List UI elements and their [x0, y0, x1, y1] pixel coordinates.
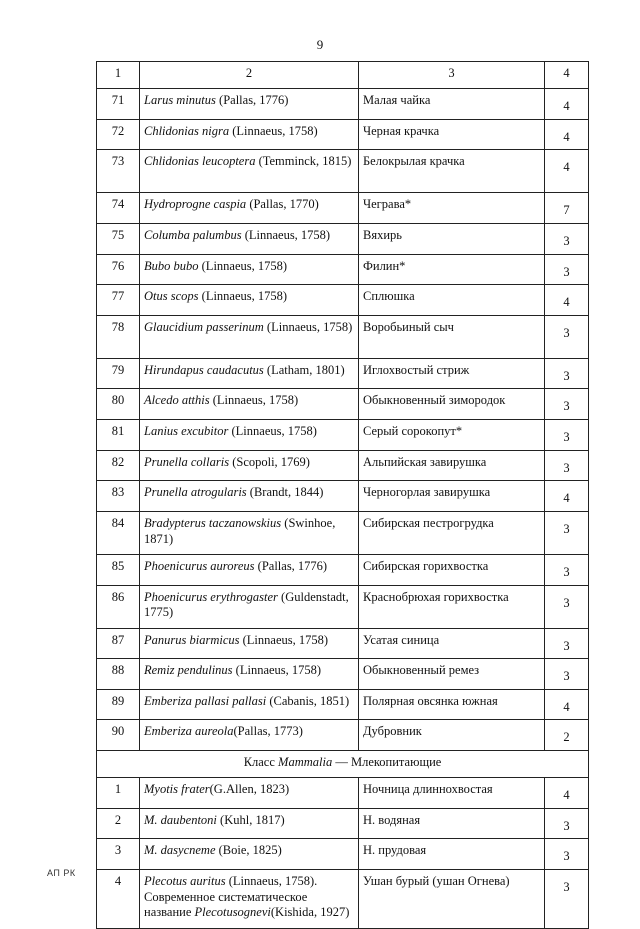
- species-latin-name: [140, 481, 359, 512]
- row-number: 80: [97, 389, 140, 420]
- category-value: 3: [563, 399, 570, 414]
- author-year-2: (Kishida, 1927): [270, 905, 350, 920]
- species-russian-name: Сплюшка: [359, 285, 545, 316]
- category-cell: [545, 554, 589, 585]
- latin-binomial-2: Plecotusognevi: [194, 905, 271, 920]
- latin-binomial: Glaucidium passerinum: [144, 319, 264, 334]
- category-value: 4: [563, 491, 570, 506]
- category-value: 7: [563, 203, 570, 218]
- header-col-2: 2: [140, 62, 359, 89]
- species-russian-name: Вяхирь: [359, 223, 545, 254]
- species-russian-name: Сибирская горихвостка: [359, 554, 545, 585]
- category-value: 4: [563, 129, 570, 144]
- category-value: 3: [563, 818, 570, 833]
- species-latin-name: [140, 778, 359, 809]
- category-value: 3: [563, 638, 570, 653]
- category-cell: [545, 481, 589, 512]
- row-number: 84: [97, 511, 140, 554]
- species-latin-name: [140, 869, 359, 928]
- species-russian-name: Черногорлая завирушка: [359, 481, 545, 512]
- category-value: 3: [563, 849, 570, 864]
- author-year: (Temminck, 1815): [255, 154, 352, 169]
- table-row: [97, 808, 589, 839]
- category-cell: [545, 720, 589, 751]
- row-number: 86: [97, 585, 140, 628]
- row-number: 79: [97, 358, 140, 389]
- row-number: 3: [97, 839, 140, 870]
- table-row: [97, 778, 589, 809]
- species-russian-name: Малая чайка: [359, 89, 545, 120]
- author-year: (Linnaeus, 1758): [229, 123, 318, 138]
- row-number: 89: [97, 689, 140, 720]
- species-latin-name: [140, 720, 359, 751]
- species-latin-name: [140, 808, 359, 839]
- category-cell: [545, 150, 589, 193]
- row-number: 76: [97, 254, 140, 285]
- table-row: [97, 315, 589, 358]
- table-row: [97, 285, 589, 316]
- species-russian-name: Белокрылая крачка: [359, 150, 545, 193]
- table-row: [97, 511, 589, 554]
- row-number: 73: [97, 150, 140, 193]
- table-row: [97, 89, 589, 120]
- author-year: (Pallas, 1776): [254, 558, 328, 573]
- latin-binomial: Otus scops: [144, 289, 199, 304]
- row-number: 2: [97, 808, 140, 839]
- author-year: (Pallas, 1770): [246, 197, 319, 212]
- species-russian-name: Серый сорокопут*: [359, 420, 545, 451]
- row-number: 78: [97, 315, 140, 358]
- latin-binomial: Chlidonias leucoptera: [144, 154, 256, 169]
- row-number: 75: [97, 223, 140, 254]
- author-year: (Linnaeus, 1758): [241, 227, 331, 242]
- species-russian-name: Черная крачка: [359, 119, 545, 150]
- category-cell: [545, 585, 589, 628]
- author-year: (Linnaeus, 1758): [232, 663, 322, 678]
- latin-binomial: Emberiza aureola: [144, 724, 234, 739]
- table-row: [97, 254, 589, 285]
- species-latin-name: [140, 89, 359, 120]
- table-row: [97, 659, 589, 690]
- category-cell: [545, 839, 589, 870]
- category-value: 3: [563, 325, 570, 340]
- species-russian-name: Усатая синица: [359, 628, 545, 659]
- category-value: 3: [563, 669, 570, 684]
- author-year: (Cabanis, 1851): [266, 693, 350, 708]
- row-number: 77: [97, 285, 140, 316]
- category-value: 4: [563, 295, 570, 310]
- author-year: (Linnaeus, 1758): [198, 289, 288, 304]
- species-latin-name: [140, 554, 359, 585]
- class-suffix: — Млекопитающие: [332, 755, 442, 769]
- row-number: 74: [97, 193, 140, 224]
- latin-binomial: M. dasycneme: [144, 843, 216, 858]
- latin-binomial: Phoenicurus auroreus: [144, 558, 255, 573]
- author-year: (Linnaeus, 1758): [239, 632, 329, 647]
- author-year: (Pallas, 1773): [233, 724, 303, 739]
- species-latin-name: [140, 193, 359, 224]
- table-body: [97, 62, 589, 929]
- species-russian-name: Воробьиный сыч: [359, 315, 545, 358]
- row-number: 1: [97, 778, 140, 809]
- author-year: (G.Allen, 1823): [209, 782, 290, 796]
- latin-binomial: Plecotus auritus: [144, 873, 226, 888]
- category-value: 4: [563, 99, 570, 113]
- latin-binomial: Chlidonias nigra: [144, 123, 230, 138]
- species-russian-name: Н. водяная: [359, 808, 545, 839]
- species-latin-name: [140, 839, 359, 870]
- table-row: [97, 720, 589, 751]
- latin-binomial: Phoenicurus erythrogaster: [144, 589, 278, 604]
- author-year: (Linnaeus, 1758): [228, 424, 317, 438]
- author-year: (Scopoli, 1769): [229, 454, 310, 469]
- species-russian-name: Филин*: [359, 254, 545, 285]
- category-cell: [545, 119, 589, 150]
- table-row: [97, 689, 589, 720]
- table-row: [97, 481, 589, 512]
- latin-binomial: Remiz pendulinus: [144, 663, 233, 678]
- species-latin-name: [140, 223, 359, 254]
- systematic-note: Современное систематическое название: [144, 889, 308, 920]
- table-row: [97, 839, 589, 870]
- category-cell: [545, 808, 589, 839]
- species-latin-name: [140, 659, 359, 690]
- author-year: (Linnaeus, 1758): [209, 393, 299, 408]
- latin-binomial: Bubo bubo: [144, 258, 199, 273]
- latin-binomial: Larus minutus: [144, 93, 216, 107]
- row-number: 81: [97, 420, 140, 451]
- category-cell: [545, 628, 589, 659]
- species-russian-name: Иглохвостый стриж: [359, 358, 545, 389]
- header-col-1: 1: [97, 62, 140, 89]
- category-cell: [545, 689, 589, 720]
- class-heading: [97, 751, 589, 778]
- category-cell: [545, 450, 589, 481]
- species-latin-name: [140, 315, 359, 358]
- table-row: [97, 223, 589, 254]
- latin-binomial: Bradypterus taczanowskius: [144, 515, 282, 530]
- latin-binomial: Myotis frater: [144, 782, 210, 796]
- table-header-row: [97, 62, 589, 89]
- latin-binomial: Columba palumbus: [144, 227, 242, 242]
- row-number: 85: [97, 554, 140, 585]
- category-cell: [545, 358, 589, 389]
- author-year: (Linnaeus, 1758).: [225, 873, 318, 888]
- author-year: (Linnaeus, 1758): [263, 319, 353, 334]
- category-cell: [545, 285, 589, 316]
- latin-binomial: M. daubentoni: [144, 812, 217, 827]
- species-latin-name: [140, 285, 359, 316]
- author-year: (Guldenstadt, 1775): [144, 589, 349, 620]
- latin-binomial: Hydroprogne caspia: [144, 197, 247, 212]
- row-number: 90: [97, 720, 140, 751]
- row-number: 72: [97, 119, 140, 150]
- category-value: 3: [563, 368, 570, 383]
- row-number: 88: [97, 659, 140, 690]
- author-year: (Swinhoe, 1871): [144, 515, 336, 546]
- category-value: 3: [563, 430, 570, 444]
- species-latin-name: [140, 628, 359, 659]
- species-russian-name: Обыкновенный ремез: [359, 659, 545, 690]
- species-russian-name: Дубровник: [359, 720, 545, 751]
- author-year: (Pallas, 1776): [215, 93, 289, 107]
- table-row: [97, 554, 589, 585]
- species-russian-name: Обыкновенный зимородок: [359, 389, 545, 420]
- species-russian-name: Краснобрюхая горихвостка: [359, 585, 545, 628]
- species-latin-name: [140, 689, 359, 720]
- species-latin-name: [140, 389, 359, 420]
- latin-binomial: Hirundapus caudacutus: [144, 362, 264, 377]
- species-russian-name: Ушан бурый (ушан Огнева): [359, 869, 545, 928]
- latin-binomial: Alcedo atthis: [144, 393, 210, 408]
- author-year: (Kuhl, 1817): [216, 812, 285, 827]
- species-russian-name: Полярная овсянка южная: [359, 689, 545, 720]
- category-value: 3: [563, 521, 570, 536]
- species-russian-name: Ночница длиннохвостая: [359, 778, 545, 809]
- category-value: 3: [563, 460, 570, 475]
- category-cell: [545, 869, 589, 928]
- category-cell: [545, 254, 589, 285]
- row-number: 87: [97, 628, 140, 659]
- table-row: [97, 420, 589, 451]
- species-latin-name: [140, 585, 359, 628]
- author-year: (Latham, 1801): [263, 362, 345, 377]
- page-number: 9: [316, 37, 324, 52]
- category-cell: [545, 659, 589, 690]
- header-col-4: 4: [545, 62, 589, 89]
- category-value: 4: [563, 160, 570, 175]
- table-row: [97, 585, 589, 628]
- latin-binomial: Prunella collaris: [144, 454, 230, 469]
- species-russian-name: Альпийская завирушка: [359, 450, 545, 481]
- category-cell: [545, 420, 589, 451]
- author-year: (Linnaeus, 1758): [198, 258, 288, 273]
- species-latin-name: [140, 511, 359, 554]
- latin-binomial: Prunella atrogularis: [144, 485, 247, 500]
- table-row: [97, 628, 589, 659]
- species-latin-name: [140, 358, 359, 389]
- row-number: 4: [97, 869, 140, 928]
- table-row: [97, 193, 589, 224]
- species-latin-name: [140, 119, 359, 150]
- category-cell: [545, 315, 589, 358]
- category-value: 3: [563, 564, 570, 579]
- latin-binomial: Lanius excubitor: [144, 424, 229, 438]
- species-russian-name: Сибирская пестрогрудка: [359, 511, 545, 554]
- category-value: 3: [563, 264, 570, 279]
- header-col-3: 3: [359, 62, 545, 89]
- category-value: 3: [563, 233, 570, 248]
- category-cell: [545, 389, 589, 420]
- category-cell: [545, 89, 589, 120]
- row-number: 71: [97, 89, 140, 120]
- category-cell: [545, 511, 589, 554]
- category-value: 2: [563, 730, 570, 745]
- species-latin-name: [140, 254, 359, 285]
- species-latin-name: [140, 420, 359, 451]
- category-value: 3: [563, 879, 570, 894]
- species-table: [96, 61, 589, 929]
- species-latin-name: [140, 450, 359, 481]
- author-year: (Boie, 1825): [215, 843, 282, 858]
- row-number: 83: [97, 481, 140, 512]
- class-latin: Mammalia: [278, 755, 333, 769]
- archive-mark: АП РК: [47, 868, 76, 878]
- category-cell: [545, 193, 589, 224]
- category-cell: [545, 223, 589, 254]
- author-year: (Brandt, 1844): [246, 485, 324, 500]
- table-row: [97, 150, 589, 193]
- category-cell: [545, 778, 589, 809]
- category-value: 4: [563, 788, 570, 802]
- latin-binomial: Emberiza pallasi pallasi: [144, 693, 267, 708]
- section-row: [97, 751, 589, 778]
- species-russian-name: Н. прудовая: [359, 839, 545, 870]
- table-row: [97, 358, 589, 389]
- latin-binomial: Panurus biarmicus: [144, 632, 240, 647]
- table-row: [97, 119, 589, 150]
- species-russian-name: Чеграва*: [359, 193, 545, 224]
- category-value: 3: [563, 595, 570, 610]
- table-row: [97, 389, 589, 420]
- species-latin-name: [140, 150, 359, 193]
- category-value: 4: [563, 699, 570, 714]
- class-prefix: Класс: [243, 755, 279, 769]
- table-row: [97, 450, 589, 481]
- row-number: 82: [97, 450, 140, 481]
- table-row: [97, 869, 589, 928]
